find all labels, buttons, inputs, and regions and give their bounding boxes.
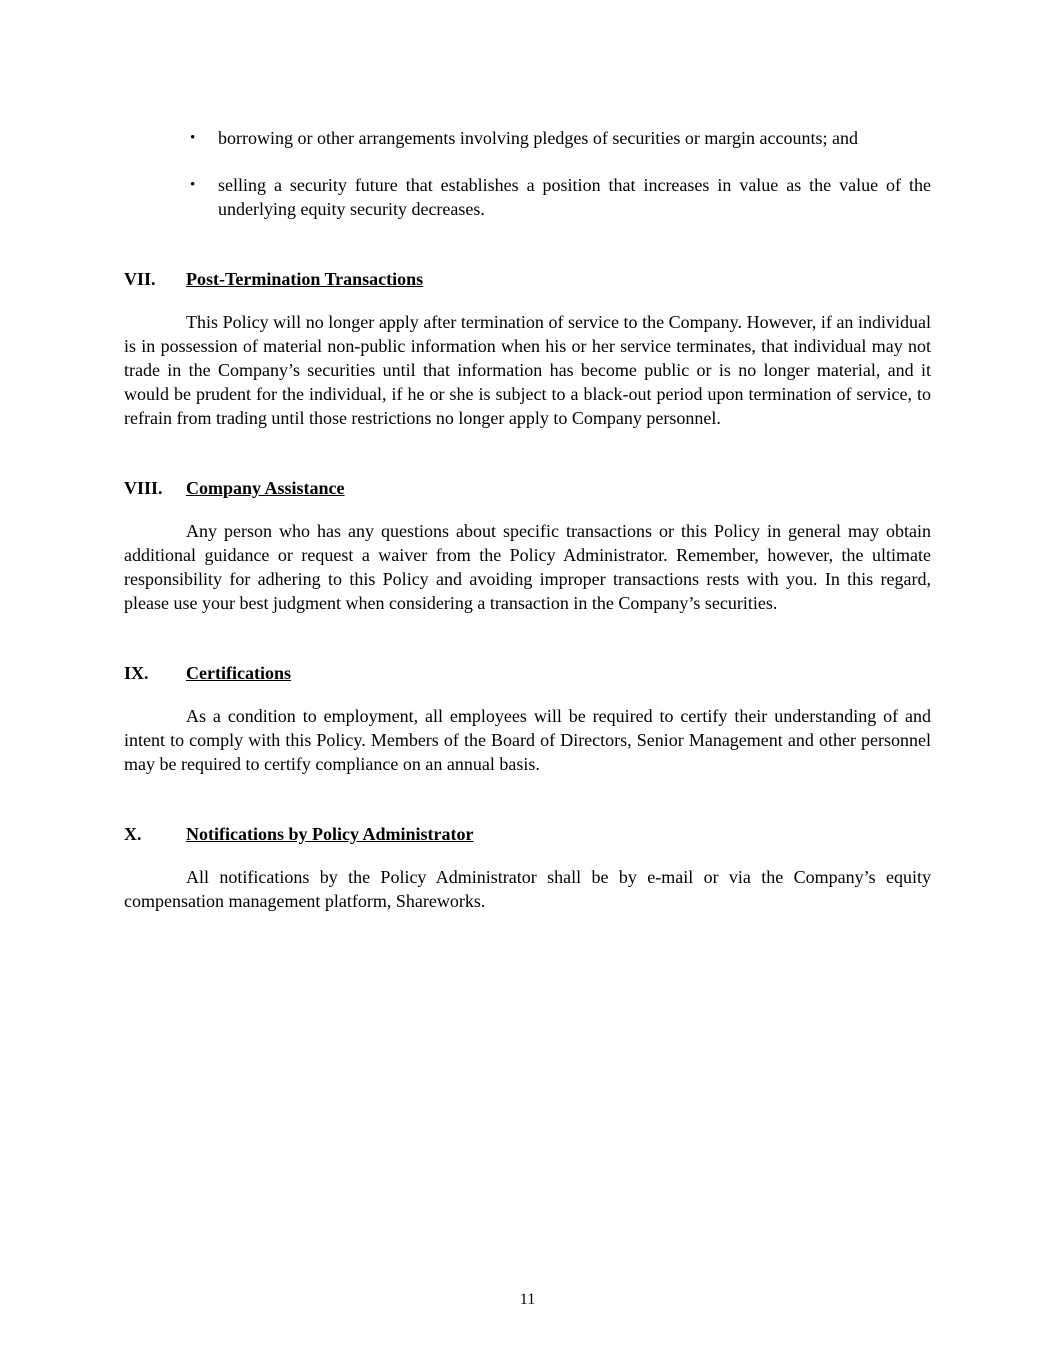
section-certifications: [124, 661, 931, 776]
section-heading: [124, 661, 931, 685]
section-number: VIII.: [124, 478, 163, 498]
section-title: Certifications: [186, 663, 291, 683]
section-heading: [124, 476, 931, 500]
section-heading: [124, 822, 931, 846]
section-title: Post-Termination Transactions: [186, 269, 424, 289]
bullet-icon: •: [190, 130, 196, 146]
section-heading: [124, 267, 931, 291]
page-number: 11: [519, 1291, 536, 1308]
section-paragraph: This Policy will no longer apply after termination of service to the Company. However, if an individual is in possession of material non-public information when his or her service terminates, that individual may not trade in the Company’s securities until that information has become public or is no longer material, and it would be prudent for the individual, if he or she is subject to a black-out period upon termination of service, to refrain from trading until those restrictions no longer apply to Company personnel.: [124, 312, 931, 428]
section-post-termination: [124, 267, 931, 430]
section-paragraph: Any person who has any questions about specific transactions or this Policy in general may obtain additional guidance or request a waiver from the Policy Administrator. Remember, however, the ultimate responsibility for adhering to this Policy and avoiding improper transactions rests with you. In this regard, please use your best judgment when considering a transaction in the Company’s securities.: [124, 521, 931, 613]
section-paragraph: As a condition to employment, all employees will be required to certify their understanding of and intent to comply with this Policy. Members of the Board of Directors, Senior Management and other personnel may be required to certify compliance on an annual basis.: [124, 706, 931, 774]
section-company-assistance: [124, 476, 931, 615]
section-notifications: [124, 822, 931, 913]
section-paragraph: All notifications by the Policy Administrator shall be by e-mail or via the Company’s equity compensation management platform, Shareworks.: [124, 867, 931, 911]
section-title: Company Assistance: [186, 478, 345, 498]
bullet-text: borrowing or other arrangements involving pledges of securities or margin accounts; and: [218, 128, 858, 148]
bullet-text: selling a security future that establishes a position that increases in value as the value of the underlying equity security decreases.: [218, 175, 931, 219]
section-title: Notifications by Policy Administrator: [186, 824, 474, 844]
section-number: VII.: [124, 269, 156, 289]
bullet-icon: •: [190, 177, 196, 193]
section-number: X.: [124, 824, 142, 844]
bullet-list: [124, 126, 931, 221]
list-item: [190, 126, 931, 150]
section-number: IX.: [124, 663, 149, 683]
list-item: [190, 173, 931, 221]
